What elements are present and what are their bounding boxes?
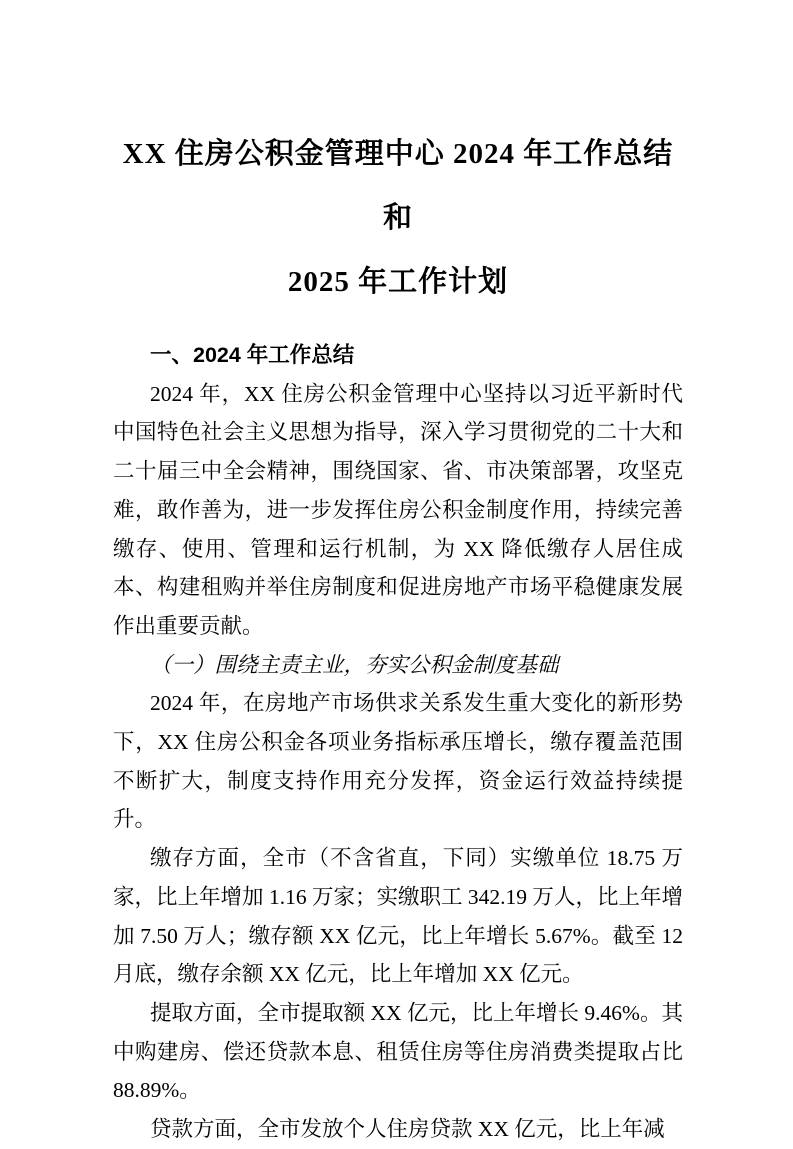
section-heading-2024-summary: 一、2024 年工作总结 (150, 343, 355, 367)
paragraph-deposits: 缴存方面，全市（不含省直，下同）实缴单位 18.75 万家，比上年增加 1.16 万家；实缴职工 342.19 万人，比上年增加 7.50 万人；缴存额 XX 亿元，比上年增长 5.67%。截至 12 月底，缴存余额 XX 亿元，比上年增加 XX 亿元。 (113, 846, 683, 987)
document-title (113, 122, 683, 314)
paragraph-overview: 2024 年，XX 住房公积金管理中心坚持以习近平新时代中国特色社会主义思想为指导，深入学习贯彻党的二十大和二十届三中全会精神，围绕国家、省、市决策部署，攻坚克难，敢作善为，进一步发挥住房公积金制度作用，持续完善缴存、使用、管理和运行机制，为 XX 降低缴存人居住成本、构建租购并举住房制度和促进房地产市场平稳健康发展作出重要贡献。 (113, 381, 683, 638)
document-body (113, 336, 683, 1149)
document-title-line-2: 2025 年工作计划 (287, 266, 509, 298)
paragraph-loans-truncated: 贷款方面，全市发放个人住房贷款 XX 亿元，比上年减 (150, 1117, 665, 1142)
paragraph-market-context: 2024 年，在房地产市场供求关系发生重大变化的新形势下，XX 住房公积金各项业务指标承压增长，缴存覆盖范围不断扩大，制度支持作用充分发挥，资金运行效益持续提升。 (113, 691, 683, 832)
paragraph-withdrawals: 提取方面，全市提取额 XX 亿元，比上年增长 9.46%。其中购建房、偿还贷款本息、租赁住房等住房消费类提取占比 88.89%。 (113, 1000, 683, 1103)
subsection-heading-main-duties: （一）围绕主责主业，夯实公积金制度基础 (150, 652, 559, 677)
document-title-line-1: XX 住房公积金管理中心 2024 年工作总结和 (122, 138, 674, 234)
